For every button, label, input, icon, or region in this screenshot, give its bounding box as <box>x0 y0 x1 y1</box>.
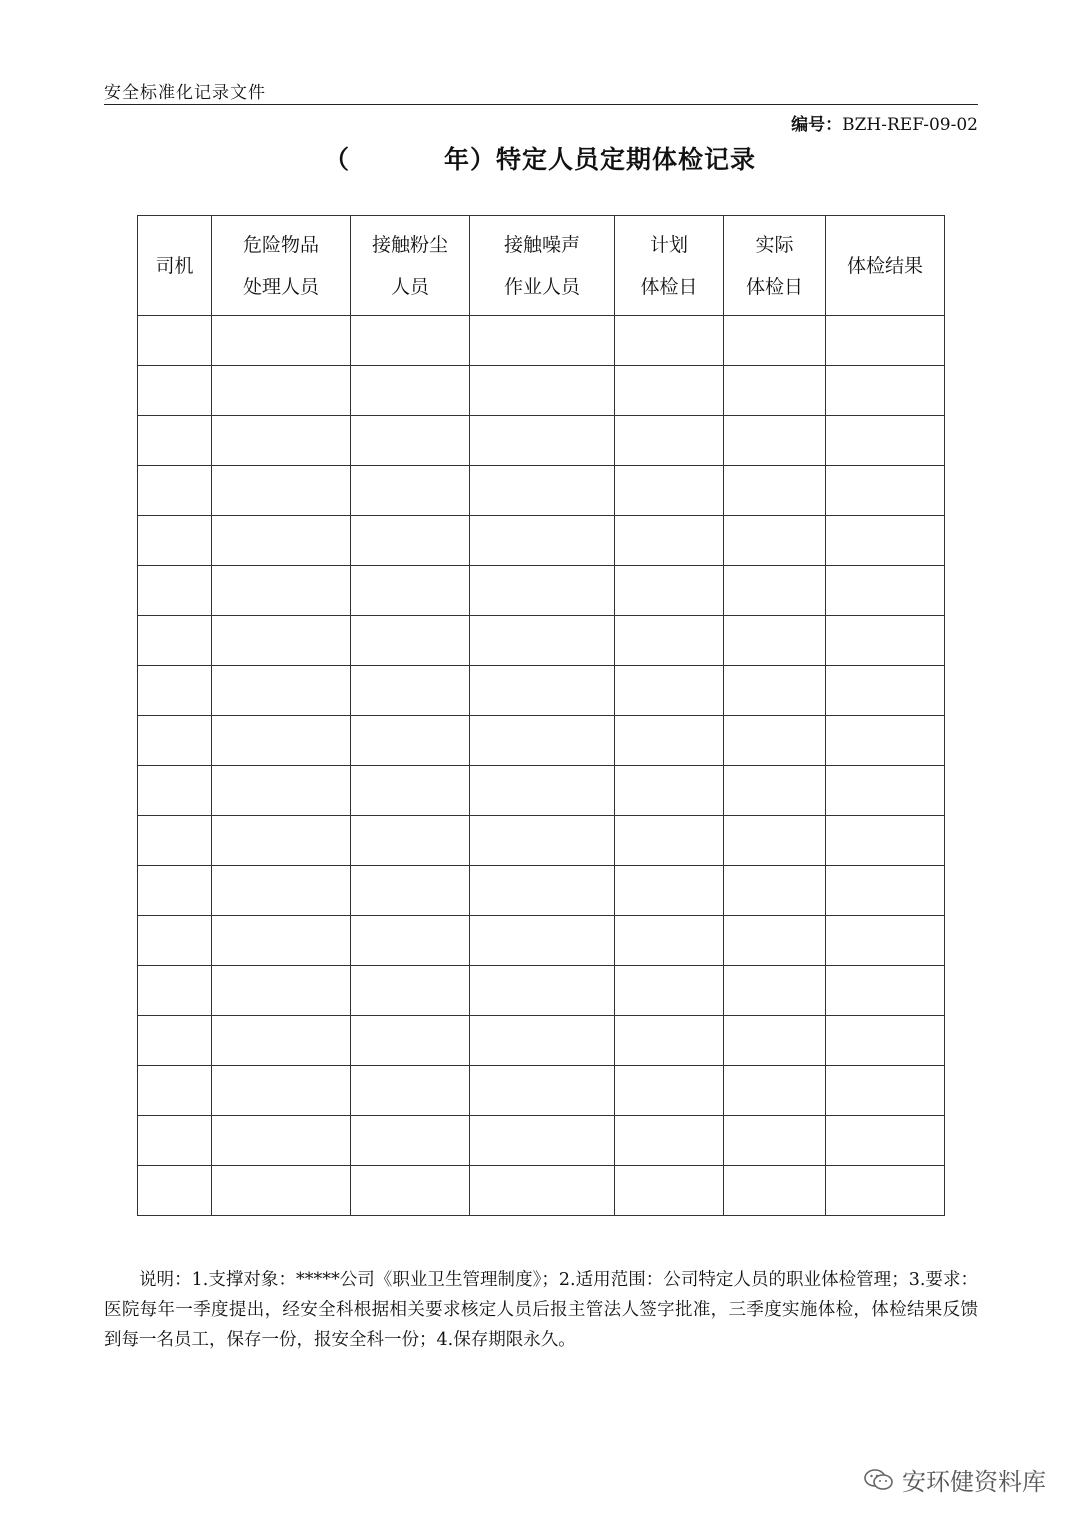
table-cell <box>138 766 212 816</box>
table-cell <box>138 816 212 866</box>
table-cell <box>724 516 826 566</box>
table-row <box>138 1166 945 1216</box>
table-cell <box>470 716 615 766</box>
table-row <box>138 966 945 1016</box>
table-cell <box>212 1166 351 1216</box>
table-cell <box>470 1116 615 1166</box>
table-cell <box>470 866 615 916</box>
table-cell <box>826 366 945 416</box>
table-cell <box>351 516 470 566</box>
table-cell <box>470 316 615 366</box>
table-cell <box>212 566 351 616</box>
table-cell <box>138 966 212 1016</box>
table-cell <box>826 966 945 1016</box>
table-cell <box>826 416 945 466</box>
table-cell <box>724 466 826 516</box>
table-row <box>138 716 945 766</box>
table-cell <box>351 416 470 466</box>
table-cell <box>724 716 826 766</box>
table-cell <box>351 1166 470 1216</box>
table-cell <box>724 666 826 716</box>
table-cell <box>138 866 212 916</box>
table-cell <box>724 816 826 866</box>
table-row <box>138 1066 945 1116</box>
table-cell <box>615 566 724 616</box>
table-cell <box>615 816 724 866</box>
table-cell <box>351 766 470 816</box>
table-cell <box>138 366 212 416</box>
table-cell <box>826 1016 945 1066</box>
table-cell <box>351 916 470 966</box>
document-type-label: 安全标准化记录文件 <box>104 83 266 103</box>
table-cell <box>212 1016 351 1066</box>
table-row <box>138 816 945 866</box>
table-body <box>138 316 945 1216</box>
table-cell <box>212 866 351 916</box>
title-open-paren: （ <box>323 145 350 174</box>
header-planned-date: 计划 体检日 <box>615 216 724 316</box>
table-cell <box>615 1166 724 1216</box>
table-cell <box>724 566 826 616</box>
table-cell <box>470 1066 615 1116</box>
watermark-text: 安环健资料库 <box>902 1468 1046 1496</box>
table-cell <box>138 1116 212 1166</box>
table-cell <box>351 966 470 1016</box>
table-cell <box>724 1116 826 1166</box>
table-cell <box>470 816 615 866</box>
instructions-note: 说明：1.支撑对象：*****公司《职业卫生管理制度》；2.适用范围：公司特定人员的职业体检管理；3.要求：医院每年一季度提出，经安全科根据相关要求核定人员后报主管法人签字批准，三季度实施体检，体检结果反馈到每一名员工，保存一份，报安全科一份；4.保存期限永久。 <box>104 1270 978 1350</box>
table-cell <box>826 566 945 616</box>
title-text: 年）特定人员定期体检记录 <box>444 145 757 174</box>
table-cell <box>351 1016 470 1066</box>
table-cell <box>826 916 945 966</box>
table-row <box>138 766 945 816</box>
table-cell <box>470 1016 615 1066</box>
table-cell <box>212 1116 351 1166</box>
watermark <box>864 1462 1046 1497</box>
table-cell <box>212 766 351 816</box>
table-cell <box>470 416 615 466</box>
table-cell <box>615 1016 724 1066</box>
table-row <box>138 866 945 916</box>
document-code-value: BZH-REF-09-02 <box>842 115 978 135</box>
table-cell <box>351 866 470 916</box>
table-cell <box>351 616 470 666</box>
table-cell <box>724 866 826 916</box>
table-cell <box>138 1166 212 1216</box>
table-cell <box>138 1016 212 1066</box>
table-cell <box>138 616 212 666</box>
table-cell <box>351 366 470 416</box>
table-cell <box>615 866 724 916</box>
table-cell <box>351 466 470 516</box>
table-cell <box>615 716 724 766</box>
table-cell <box>826 516 945 566</box>
table-cell <box>615 916 724 966</box>
table-cell <box>212 366 351 416</box>
table-cell <box>470 516 615 566</box>
table-row <box>138 1116 945 1166</box>
table-cell <box>470 966 615 1016</box>
table-cell <box>826 716 945 766</box>
table-row <box>138 916 945 966</box>
table-cell <box>826 616 945 666</box>
table-row <box>138 466 945 516</box>
table-cell <box>724 416 826 466</box>
table-cell <box>724 1066 826 1116</box>
header-dust-exposure: 接触粉尘 人员 <box>351 216 470 316</box>
table-cell <box>212 416 351 466</box>
table-cell <box>138 716 212 766</box>
table-cell <box>615 466 724 516</box>
table-cell <box>470 566 615 616</box>
table-cell <box>351 1066 470 1116</box>
table-cell <box>351 566 470 616</box>
table-cell <box>826 1166 945 1216</box>
header-driver: 司机 <box>138 216 212 316</box>
table-cell <box>826 766 945 816</box>
header-noise-exposure: 接触噪声 作业人员 <box>470 216 615 316</box>
document-code <box>791 110 978 135</box>
header-hazmat-handlers: 危险物品 处理人员 <box>212 216 351 316</box>
table-cell <box>615 1116 724 1166</box>
table-cell <box>724 616 826 666</box>
table-row <box>138 316 945 366</box>
header-divider <box>104 104 978 105</box>
table-cell <box>826 666 945 716</box>
table-cell <box>212 1066 351 1116</box>
exam-record-table <box>137 215 945 1216</box>
table-cell <box>615 366 724 416</box>
table-row <box>138 1016 945 1066</box>
header-exam-result: 体检结果 <box>826 216 945 316</box>
table-cell <box>212 666 351 716</box>
table-cell <box>615 316 724 366</box>
table-cell <box>212 466 351 516</box>
table-cell <box>138 466 212 516</box>
table-cell <box>212 716 351 766</box>
header-actual-date: 实际 体检日 <box>724 216 826 316</box>
table-cell <box>724 316 826 366</box>
table-cell <box>470 466 615 516</box>
table-cell <box>351 716 470 766</box>
table-cell <box>351 666 470 716</box>
table-cell <box>470 1166 615 1216</box>
table-cell <box>470 616 615 666</box>
table-cell <box>826 466 945 516</box>
table-cell <box>470 916 615 966</box>
table-cell <box>138 516 212 566</box>
table-row <box>138 516 945 566</box>
table-cell <box>615 516 724 566</box>
table-cell <box>724 966 826 1016</box>
table-cell <box>724 1016 826 1066</box>
table-cell <box>470 366 615 416</box>
table-cell <box>470 666 615 716</box>
table-cell <box>826 1066 945 1116</box>
table-cell <box>724 916 826 966</box>
table-cell <box>351 1116 470 1166</box>
table-cell <box>212 816 351 866</box>
table-row <box>138 666 945 716</box>
table-cell <box>138 316 212 366</box>
table-cell <box>724 766 826 816</box>
table-cell <box>351 316 470 366</box>
table-row <box>138 616 945 666</box>
table-row <box>138 366 945 416</box>
table-header-row <box>138 216 945 316</box>
table-cell <box>615 766 724 816</box>
page-title <box>0 140 1080 176</box>
table-cell <box>138 416 212 466</box>
table-cell <box>138 916 212 966</box>
table-cell <box>212 916 351 966</box>
table-cell <box>212 316 351 366</box>
table-cell <box>826 316 945 366</box>
table-cell <box>826 1116 945 1166</box>
table-row <box>138 416 945 466</box>
table-cell <box>212 966 351 1016</box>
table-cell <box>615 1066 724 1116</box>
table-cell <box>138 566 212 616</box>
table-cell <box>212 616 351 666</box>
table-cell <box>615 966 724 1016</box>
table-cell <box>615 666 724 716</box>
table-cell <box>212 516 351 566</box>
table-cell <box>826 816 945 866</box>
table-cell <box>615 616 724 666</box>
table-cell <box>351 816 470 866</box>
table-cell <box>470 766 615 816</box>
table-cell <box>724 1166 826 1216</box>
table-cell <box>724 366 826 416</box>
wechat-icon <box>864 1468 894 1492</box>
table-cell <box>615 416 724 466</box>
table-cell <box>138 1066 212 1116</box>
table-cell <box>826 866 945 916</box>
table-cell <box>138 666 212 716</box>
table-row <box>138 566 945 616</box>
document-code-label: 编号： <box>791 115 843 135</box>
